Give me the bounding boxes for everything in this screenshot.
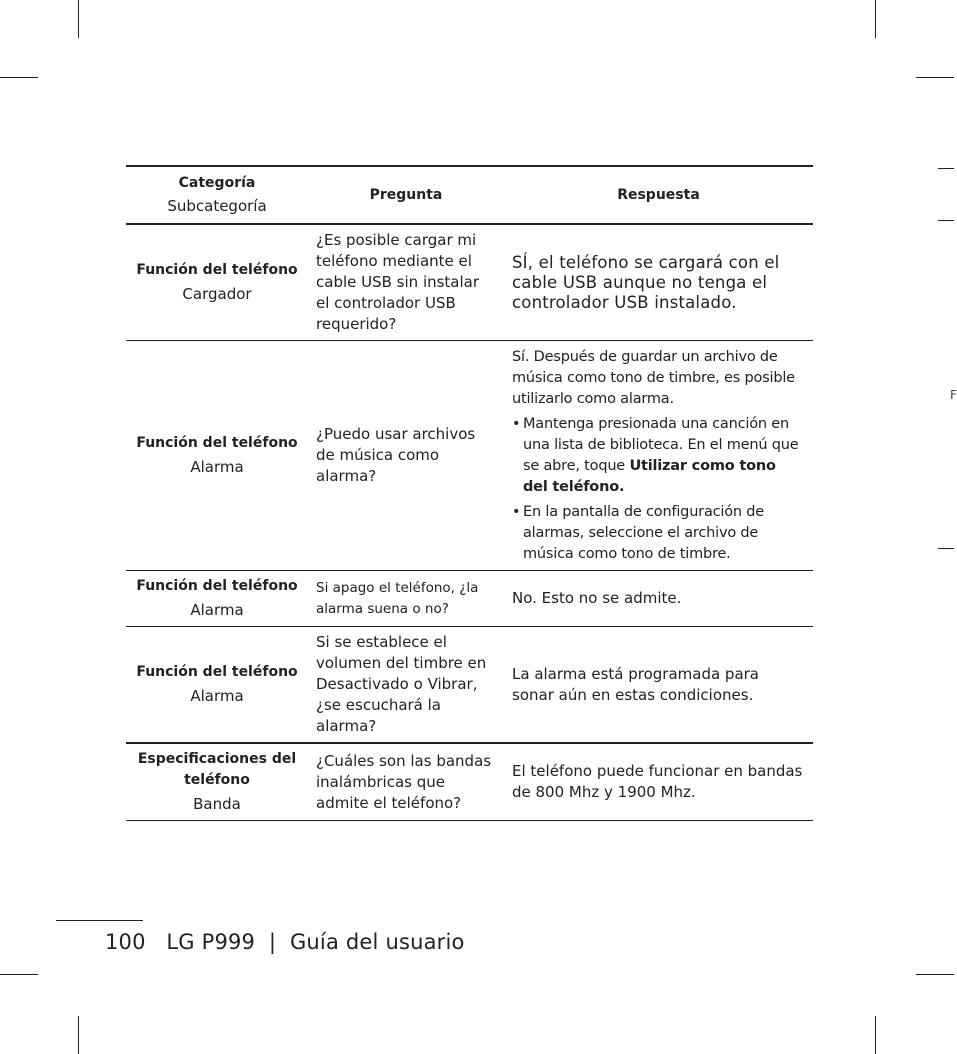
table-row: [126, 224, 813, 341]
row-subcategory: Alarma: [190, 687, 244, 705]
row-answer: [504, 341, 813, 571]
edge-tick-2: [938, 220, 954, 221]
table-row: [126, 571, 813, 627]
answer-bullet-list: [512, 414, 805, 565]
header-question: Pregunta: [369, 186, 443, 203]
page-footer: [105, 928, 465, 956]
footer-gap: [146, 930, 167, 954]
table-row: [126, 341, 813, 571]
row-question: ¿Es posible cargar mi teléfono mediante el cable USB sin instalar el controlador USB requerido?: [316, 231, 480, 333]
faq-table: [126, 165, 813, 821]
row-category: Función del teléfono: [136, 262, 298, 278]
row-answer: La alarma está programada para sonar aún en estas condiciones.: [512, 664, 760, 704]
row-answer: SÍ, el teléfono se cargará con el cable USB aunque no tenga el controlador USB instalado.: [512, 252, 780, 312]
row-question: Si se establece el volumen del timbre en Desactivado o Vibrar, ¿se escuchará la alarma?: [316, 633, 487, 735]
table-row: [126, 743, 813, 821]
row-category-cell: [126, 341, 308, 571]
row-subcategory: Banda: [193, 795, 241, 813]
header-category: [126, 166, 308, 224]
header-answer: Respuesta: [617, 186, 700, 203]
answer-bullet-item: [512, 414, 805, 498]
footer-gap: [255, 930, 269, 954]
crop-mark-bottom-right-horizontal: [916, 974, 954, 975]
crop-mark-top-left-horizontal: [0, 77, 38, 78]
footer-separator: |: [268, 930, 277, 954]
crop-mark-top-right-vertical: [875, 0, 876, 38]
crop-mark-bottom-right-vertical: [875, 1016, 876, 1054]
row-category: Función del teléfono: [136, 435, 298, 451]
model-name: LG P999: [166, 930, 256, 954]
table-header-row: [126, 166, 813, 224]
row-category: Función del teléfono: [136, 578, 298, 594]
header-subcategory-label: Subcategoría: [167, 197, 267, 215]
crop-mark-top-left-vertical: [78, 0, 79, 38]
table-row: [126, 627, 813, 744]
header-category-label: Categoría: [178, 175, 256, 191]
row-category-cell: [126, 571, 308, 627]
row-question: ¿Puedo usar archivos de música como alarma?: [316, 425, 476, 485]
edge-tick-3: [938, 548, 954, 549]
row-category: Especificaciones del teléfono: [137, 751, 297, 788]
bullet-bold-text: Utilizar como tono del teléfono.: [523, 457, 776, 495]
row-category-cell: [126, 224, 308, 341]
guide-title: Guía del usuario: [289, 930, 465, 954]
row-answer: No. Esto no se admite.: [512, 589, 682, 607]
row-subcategory: Alarma: [190, 601, 244, 619]
row-category: Función del teléfono: [136, 664, 298, 680]
edge-letter: F: [950, 388, 957, 402]
crop-mark-top-right-horizontal: [916, 77, 954, 78]
answer-intro: Sí. Después de guardar un archivo de música como tono de timbre, es posible utilizarlo como alarma.: [512, 348, 795, 407]
row-question: Si apago el teléfono, ¿la alarma suena o no?: [316, 579, 479, 617]
crop-mark-bottom-left-vertical: [78, 1016, 79, 1054]
footer-rule: [56, 920, 143, 921]
row-question: ¿Cuáles son las bandas inalámbricas que admite el teléfono?: [316, 751, 492, 812]
page-number: 100: [105, 930, 146, 954]
row-subcategory: Cargador: [182, 285, 252, 303]
footer-gap: [276, 930, 290, 954]
row-subcategory: Alarma: [190, 458, 244, 476]
bullet-text: Mantenga presionada una canción en una lista de biblioteca. En el menú que se abre, toque: [523, 415, 799, 474]
row-answer: El teléfono puede funcionar en bandas de 800 Mhz y 1900 Mhz.: [512, 762, 803, 801]
crop-mark-bottom-left-horizontal: [0, 974, 38, 975]
edge-tick-1: [938, 168, 954, 169]
row-category-cell: [126, 743, 308, 821]
bullet-text: En la pantalla de configuración de alarmas, seleccione el archivo de música como tono de timbre.: [523, 503, 765, 562]
row-category-cell: [126, 627, 308, 744]
answer-bullet-item: [512, 502, 805, 565]
